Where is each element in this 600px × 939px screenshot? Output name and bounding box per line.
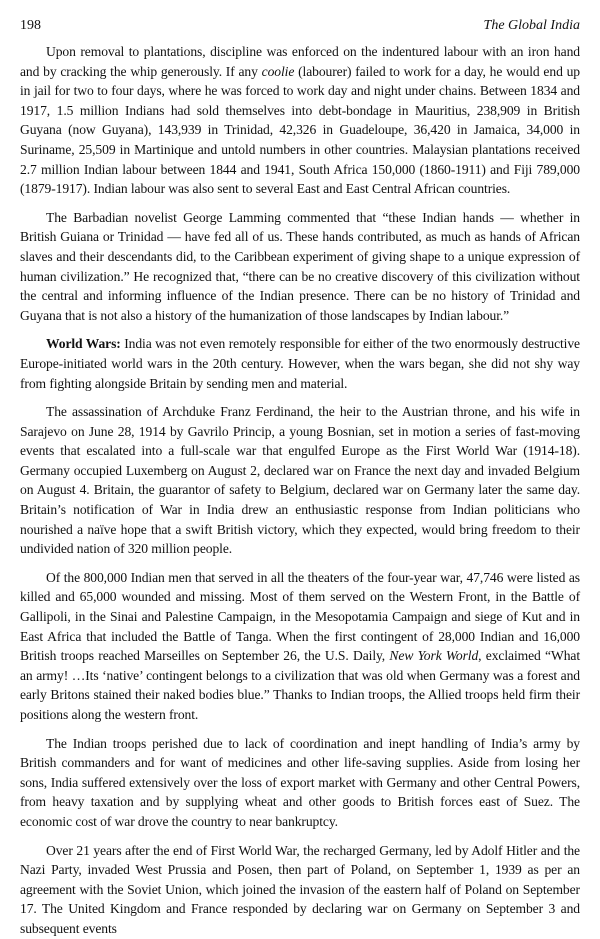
- paragraph: [20, 208, 580, 326]
- paragraph: [20, 402, 580, 559]
- paragraph: [20, 568, 580, 725]
- italic-text: coolie: [261, 63, 295, 79]
- paragraph-text: Of the 800,000 Indian men that served in all the theaters of the four-year war, 47,746 were listed as killed and 65,000 wounded and missing. Most of them served on the Western Front, in the Battle of Gallipoli, in the Sinai and Palestine Campaign, in the Mesopotamia Campaign and siege of Kut and in East Africa that included the Battle of Tanga. When the first contingent of 28,000 Indian and 16,000 British troops reached Marseilles on September 26, the U.S. Daily,: [20, 569, 580, 664]
- paragraph-text: Over 21 years after the end of First World War, the recharged Germany, led by Adolf Hitler and the Nazi Party, invaded West Prussia and Posen, then part of Poland, on September 1, 1939 as per an agreement with the Soviet Union, which joined the invasion of the eastern half of Poland on September 17. The United Kingdom and France responded by declaring war on Germany on September 3 and subsequent events: [20, 842, 580, 936]
- paragraph-text: India was not even remotely responsible for either of the two enormously destructive Europe-initiated world wars in the 20th century. However, when the wars began, she did not shy way from fighting alongside Britain by sending men and material.: [20, 336, 580, 391]
- paragraph-text: The assassination of Archduke Franz Ferdinand, the heir to the Austrian throne, and his wife in Sarajevo on June 28, 1914 by Gavrilo Princip, a young Bosnian, set in motion a series of fast-moving events that escalated into a full-scale war that engulfed Europe as the First World War (1914-18). Germany occupied Luxemberg on August 2, declared war on France the next day and invaded Belgium on August 4. Britain, the guarantor of safety to Belgium, declared war on Germany later the same day. Britain’s notification of War in India drew an enthusiastic response from Indian politicians who nourished a naïve hope that a swift British victory, which they expected, would bring freedom to their undivided nation of 320 million people.: [20, 404, 580, 557]
- paragraph-text: Upon removal to plantations, discipline was enforced on the indentured labour with an iron hand and by cracking the whip generously. If any: [20, 44, 580, 79]
- italic-text: New York World: [389, 648, 479, 664]
- paragraph-text: The Barbadian novelist George Lamming commented that “these Indian hands — whether in British Guiana or Trinidad — have fed all of us. These hands contributed, as much as hands of African slaves and their descendants did, to the Caribbean experiment of giving shape to a unique expression of human civilization.” He recognized that, “there can be no creative discovery of this civilization without the central and informing influence of the Indian presence. There can be no history of Trinidad and Guyana that is not also a history of the humanization of those landscapes by Indian labour.”: [20, 209, 580, 323]
- paragraph: [20, 841, 580, 939]
- paragraph: [20, 734, 580, 832]
- page-number: 198: [20, 18, 41, 33]
- paragraph: [20, 334, 580, 393]
- paragraph-text: , exclaimed “What an army! …Its ‘native’ contingent belongs to a civilization that was old when Germany was a forest and early Britons stained their naked bodies blue.” Thanks to Indian troops, the Allied troops held firm their positions along the western front.: [20, 648, 581, 722]
- paragraph-text: The Indian troops perished due to lack of coordination and inept handling of India’s army by British commanders and for want of medicines and other life-saving supplies. Aside from losing her sons, India suffered extensively over the loss of export market with Germany and other Central Powers, from heavy taxation and by supplying wheat and other goods to British forces east of Suez. The economic cost of war drove the country to near bankruptcy.: [20, 735, 580, 829]
- section-lead-heading: World Wars:: [46, 336, 121, 352]
- running-header: [20, 18, 580, 34]
- paragraph-text: (labourer) failed to work for a day, he would end up in jail for two to four days, where he was forced to work day and night under chains. Between 1834 and 1917, 1.5 million Indians had sold themselves into debt-bondage in Mauritius, 238,909 in British Guyana (now Guyana), 143,939 in Trinidad, 42,326 in Guadeloupe, 36,420 in Jamaica, 34,000 in Suriname, 25,509 in Martinique and untold numbers in other countries. Malaysian plantations received 2.7 million Indian labour between 1844 and 1941, South Africa 150,000 (1860-1911) and Fiji 789,000 (1879-1917). Indian labour was also sent to several East and East Central African countries.: [20, 63, 580, 197]
- running-title: The Global India: [483, 18, 580, 33]
- body-text: [20, 42, 580, 939]
- paragraph: [20, 42, 580, 199]
